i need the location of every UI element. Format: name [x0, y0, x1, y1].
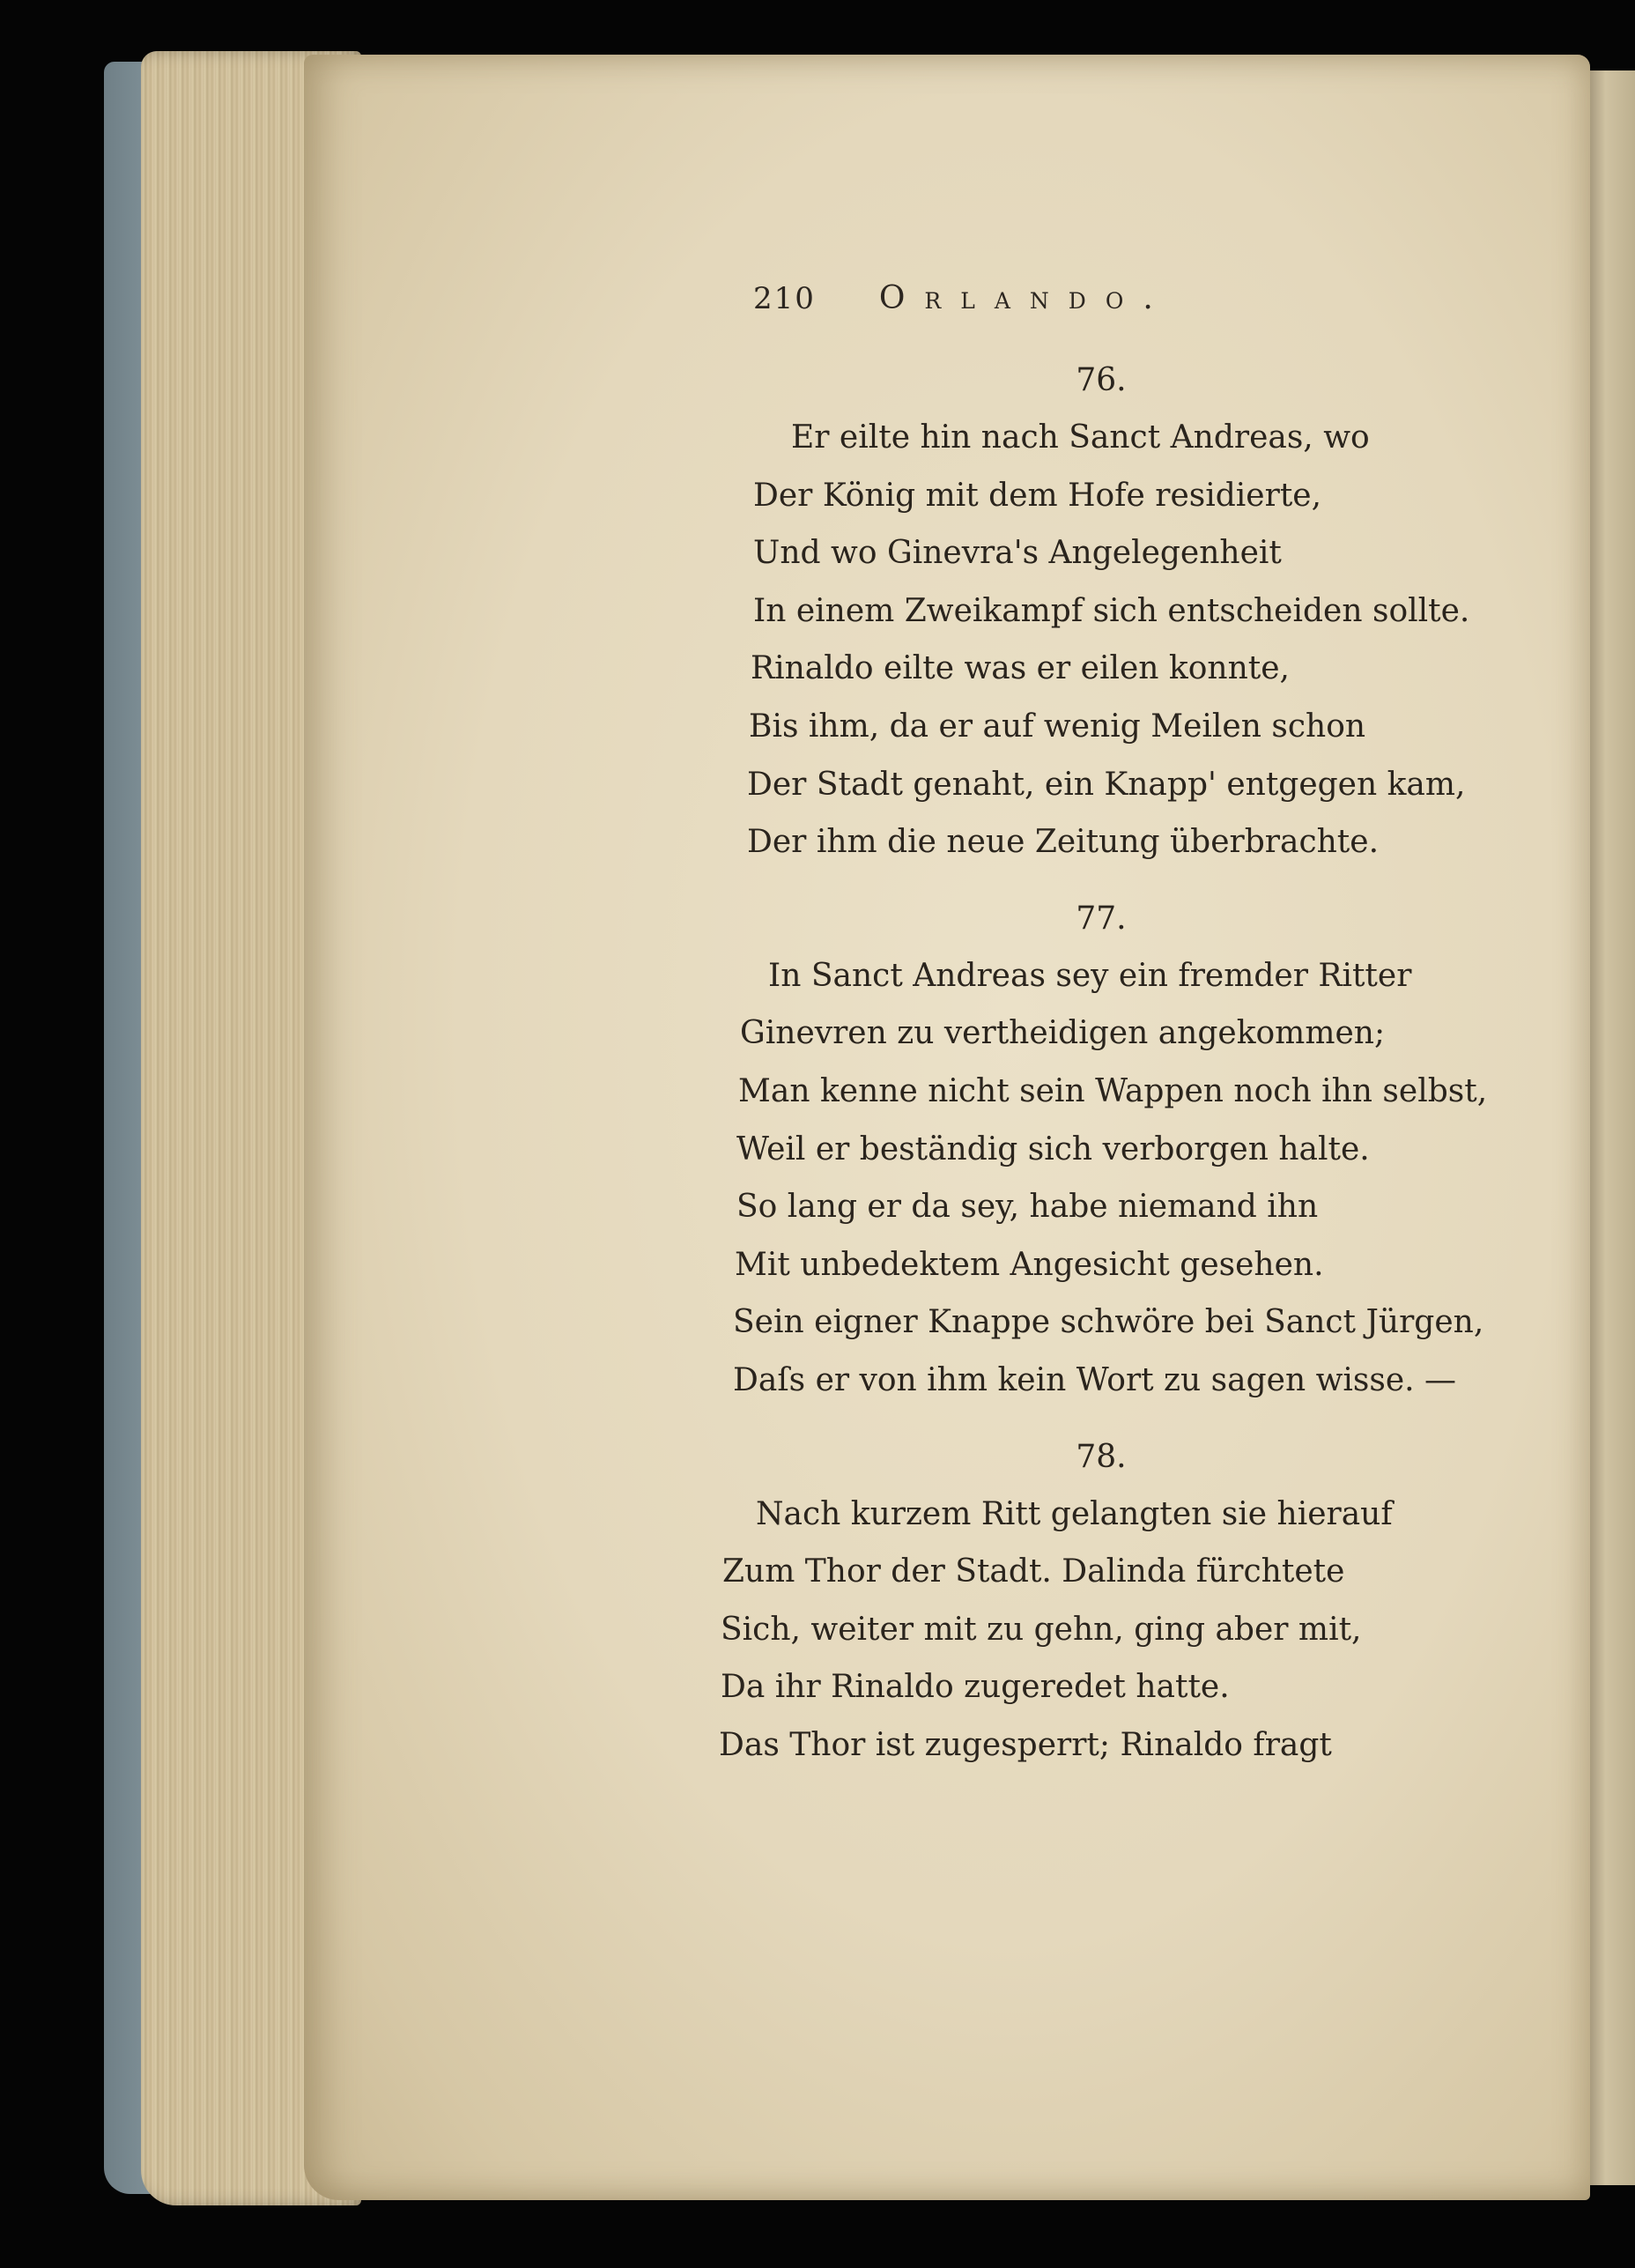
verse-line: So lang er da sey, habe niemand ihn [736, 1189, 1319, 1226]
verse-line: Das Thor ist zugesperrt; Rinaldo fragt [719, 1726, 1332, 1763]
verse-line: Rinaldo eilte was er eilen konnte, [751, 650, 1290, 687]
verse-line: In Sanct Andreas sey ein fremder Ritter [768, 957, 1412, 994]
verse-line: Zum Thor der Stadt. Dalinda fürchtete [722, 1553, 1345, 1590]
stanza-78 [714, 1429, 1506, 1775]
stanza-77 [714, 891, 1506, 1410]
verse-line: Sein eigner Knappe schwöre bei Sanct Jürgen, [733, 1304, 1484, 1341]
stanza-number: 77. [1076, 900, 1127, 937]
verse-line: Der König mit dem Hofe residierte, [753, 477, 1322, 514]
running-head [753, 280, 1352, 316]
page-title: Orlando. [878, 280, 1173, 316]
verse-line: Der ihm die neue Zeitung überbrachte. [747, 824, 1380, 861]
verse-line: Daſs er von ihm kein Wort zu sagen wisse. — [733, 1361, 1457, 1398]
verse-line: In einem Zweikampf sich entscheiden sollte. [753, 592, 1470, 629]
page-number: 210 [753, 281, 816, 316]
verse-line: Ginevren zu vertheidigen angekommen; [740, 1015, 1386, 1052]
stanza-76 [714, 352, 1506, 871]
stanza-number: 76. [1076, 362, 1127, 398]
verse-line: Der Stadt genaht, ein Knapp' entgegen kam, [747, 766, 1466, 803]
facing-page-edge [1586, 70, 1635, 2185]
verse-line: Man kenne nicht sein Wappen noch ihn selbst, [738, 1072, 1488, 1109]
verse-line: Bis ihm, da er auf wenig Meilen schon [749, 708, 1366, 745]
verse-line: Sich, weiter mit zu gehn, ging aber mit, [721, 1611, 1362, 1648]
verse-line: Und wo Ginevra's Angelegenheit [753, 535, 1282, 572]
stanza-number: 78. [1076, 1438, 1127, 1475]
verse-line: Er eilte hin nach Sanct Andreas, wo [791, 419, 1370, 456]
verse-line: Da ihr Rinaldo zugeredet hatte. [721, 1669, 1230, 1706]
verse-line: Mit unbedektem Angesicht gesehen. [735, 1246, 1324, 1283]
verse-line: Nach kurzem Ritt gelangten sie hierauf [756, 1495, 1393, 1532]
poem-text [714, 352, 1506, 1793]
verse-line: Weil er beständig sich verborgen halte. [736, 1130, 1370, 1167]
